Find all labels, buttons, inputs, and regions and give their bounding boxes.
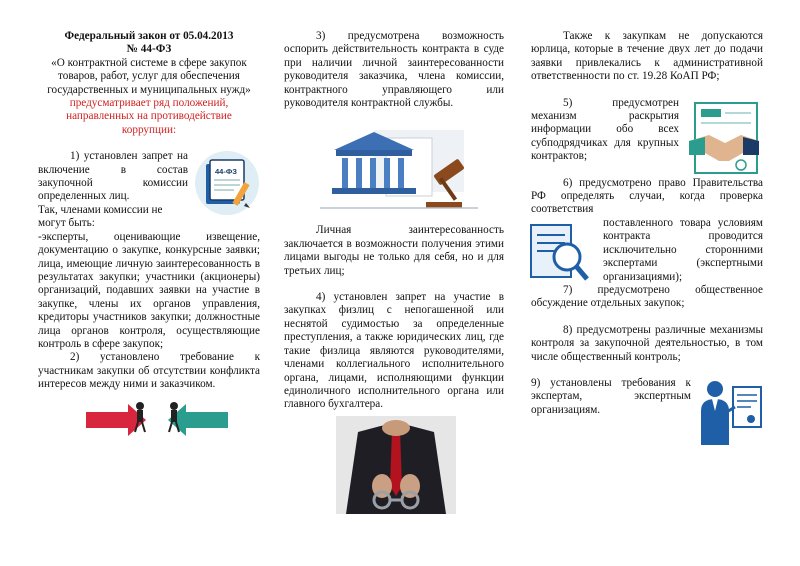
barred-companies-text: Также к закупкам не допускаются юрлица, которые в течение двух лет до подачи заявки привлекались к административной ответственности по ст. 19.28 КоАП РФ; — [531, 30, 763, 83]
law-book-illustration — [194, 150, 260, 216]
law-number: № 44-ФЗ — [126, 43, 172, 56]
personal-interest-text: Личная заинтересованность заключается в возможности получения этими лицами выгоды не только для себя, но и для третьих лиц; — [284, 224, 504, 277]
members-intro: Так, членами комиссии не могут быть: — [38, 203, 163, 230]
anti-corruption-heading: предусматривает ряд положений, направленных на противодействие коррупции: — [66, 97, 232, 136]
item-6-intro: 6) предусмотрено право Правительства РФ определять случаи, когда проверка соответствия — [531, 176, 763, 216]
members-list: -эксперты, оценивающие извещение, документацию о закупке, конкурсные заявки; лица, имеющие личную заинтересованность в результатах закупки; участники (акционеры) организаций, подавших заявки на участие в закупке, члены их органов управления, кредиторы участников закупки; должностные лица органов контроля, осуществляющие контроль в сфере закупок; — [38, 230, 260, 350]
column-left — [38, 30, 260, 442]
handshake-document-illustration — [685, 101, 763, 175]
item-5: 5) предусмотрен механизм раскрытия информации обо всех субподрядчиках для крупных контрактов; — [531, 96, 679, 163]
column-middle — [284, 30, 504, 514]
court-illustration — [314, 120, 504, 216]
book-label: 44-ФЗ — [215, 167, 237, 177]
magnifier-document-illustration — [527, 221, 591, 283]
column-right — [531, 30, 763, 447]
item-3: 3) предусмотрена возможность оспорить действительность контракта в суде при наличии личной заинтересованности руководителя заказчика, члена комиссии, контрактного управляющего или руководителя контрактной службы. — [284, 30, 504, 110]
conflict-arrows-illustration — [82, 398, 260, 442]
item-6-rest: поставленного товара условиям контракта проводится исключительно сторонними экспертами (экспертными организациями); — [603, 216, 763, 283]
law-subtitle: «О контрактной системе в сфере закупок товаров, работ, услуг для обеспечения государственных и муниципальных нужд» — [47, 56, 251, 96]
item-2: 2) установлено требование к участникам закупки об отсутствии конфликта интересов между ними и заказчиком. — [38, 351, 260, 391]
item-8: 8) предусмотрены различные механизмы контроля за закупочной деятельностью, в том числе общественный контроль; — [531, 323, 763, 363]
law-title: Федеральный закон от 05.04.2013 — [64, 30, 234, 42]
item-1: 1) установлен запрет на включение в состав закупочной комиссии определенных лиц. — [38, 150, 188, 203]
item-9: 9) установлены требования к экспертам, экспертным организациям. — [531, 376, 691, 416]
item-7: 7) предусмотрено общественное обсуждение отдельных закупок; — [531, 283, 763, 310]
expert-illustration — [697, 377, 763, 447]
item-4: 4) установлен запрет на участие в закупках физлиц с непогашенной или неснятой судимостью за определенные преступления, а также юридических лиц, где такие физлица являются руководителями, членами коллегиального исполнительного органа, лицами, исполняющими функции единоличного исполнительного органа или главного бухгалтера. — [284, 291, 504, 411]
handcuffs-photo — [336, 416, 504, 514]
